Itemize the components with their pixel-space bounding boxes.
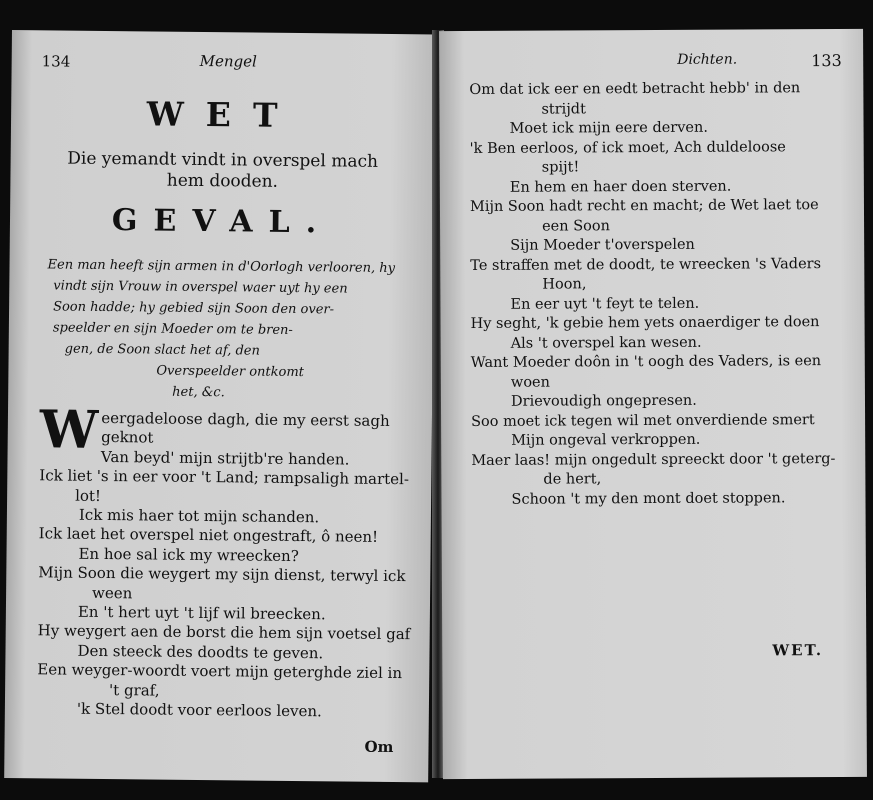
poem-line: Ick liet 's in eer voor 't Land; rampsaligh martel-: [39, 466, 410, 489]
poem-line: Mijn Soon die weygert my sijn dienst, terwyl ick: [38, 563, 406, 586]
right-page: [439, 29, 867, 779]
summary-line: Soon hadde; hy gebied sijn Soon den over-: [53, 299, 335, 318]
poem-line: Hy seght, 'k gebie hem yets onaerdiger te doen: [470, 314, 820, 332]
poem-line: spijt!: [541, 159, 580, 176]
poem-line: Maer laas! mijn ongedult spreeckt door 't geterg-: [471, 450, 836, 469]
poem-line: Te straffen met de doodt, te wreecken 's Vaders: [470, 255, 822, 274]
case-heading: GEVAL.: [111, 203, 333, 241]
poem-line: Als 't overspel kan wesen.: [510, 334, 702, 352]
summary-line: het, &c.: [172, 384, 225, 401]
poem-line: Hy weygert aen de borst die hem sijn voetsel gaf: [37, 621, 411, 644]
subtitle-line: hem dooden.: [166, 170, 279, 192]
right-catchword: WET.: [772, 641, 824, 660]
right-poem: [469, 79, 861, 510]
poem-line: Mijn ongeval verkroppen.: [511, 431, 701, 449]
poem-line: Want Moeder doôn in 't oogh des Vaders, is een: [470, 353, 822, 371]
left-poem: [37, 399, 428, 723]
poem-line: En hoe sal ick my wreecken?: [78, 544, 299, 565]
summary-line: vindt sijn Vrouw in overspel waer uyt hy een: [53, 278, 348, 297]
summary-line: gen, de Soon slact het af, den: [64, 341, 260, 359]
left-page: [4, 30, 436, 782]
case-summary: [46, 254, 428, 405]
poem-line: Drievoudigh ongepresen.: [510, 392, 697, 410]
law-title: WET: [146, 94, 300, 136]
left-page-number: 134: [41, 52, 71, 71]
poem-line: Hoon,: [542, 276, 587, 293]
summary-line: Overspeelder ontkomt: [156, 363, 305, 381]
poem-line: de hert,: [543, 471, 602, 488]
summary-line: Een man heeft sijn armen in d'Oorlogh verlooren, hy: [47, 257, 396, 277]
poem-line: ween: [92, 583, 133, 602]
poem-line: En 't hert uyt 't lijf wil breecken.: [77, 602, 326, 624]
poem-line: 'k Stel doodt voor eerloos leven.: [76, 699, 322, 721]
poem-line: strijdt: [541, 100, 586, 118]
poem-line: Een weyger-woordt voert mijn geterghde ziel in: [37, 660, 403, 683]
law-subtitle: [10, 148, 434, 194]
dropcap-letter: W: [39, 399, 99, 461]
poem-line: Ick mis haer tot mijn schanden.: [78, 505, 320, 527]
poem-line: geknot: [101, 428, 154, 447]
poem-line: lot!: [75, 486, 102, 505]
poem-line: 'k Ben eerloos, of ick moet, Ach duldeloose: [469, 138, 786, 157]
poem-line: Soo moet ick tegen wil met onverdiende smert: [471, 411, 815, 430]
right-page-number: 133: [811, 51, 842, 71]
poem-line: Van beyd' mijn strijtb're handen.: [100, 447, 350, 469]
poem-line: woen: [510, 374, 550, 391]
right-running-head: Dichten.: [677, 51, 738, 68]
poem-line: En hem en haer doen sterven.: [509, 178, 732, 196]
subtitle-line: Die yemandt vindt in overspel mach: [67, 148, 379, 172]
poem-line: 't graf,: [109, 680, 160, 700]
poem-line: Mijn Soon hadt recht en macht; de Wet laet toe: [469, 197, 819, 215]
poem-line: Ick laet het overspel niet ongestraft, ô neen!: [38, 524, 379, 547]
poem-line: En eer uyt 't feyt te telen.: [510, 295, 700, 313]
left-catchword: Om: [364, 737, 394, 757]
poem-line: Moet ick mijn eere derven.: [509, 119, 708, 137]
poem-line: eergadeloose dagh, die my eerst sagh: [101, 408, 390, 430]
left-running-head: Mengel: [199, 51, 257, 71]
poem-line: een Soon: [542, 217, 610, 235]
poem-line: Om dat ick eer en eedt betracht hebb' in den: [469, 80, 801, 98]
poem-line: Sijn Moeder t'overspelen: [510, 236, 695, 254]
poem-line: Schoon 't my den mont doet stoppen.: [511, 489, 786, 508]
summary-line: speelder en sijn Moeder om te bren-: [52, 320, 293, 338]
poem-line: Den steeck des doodts te geven.: [77, 641, 324, 663]
